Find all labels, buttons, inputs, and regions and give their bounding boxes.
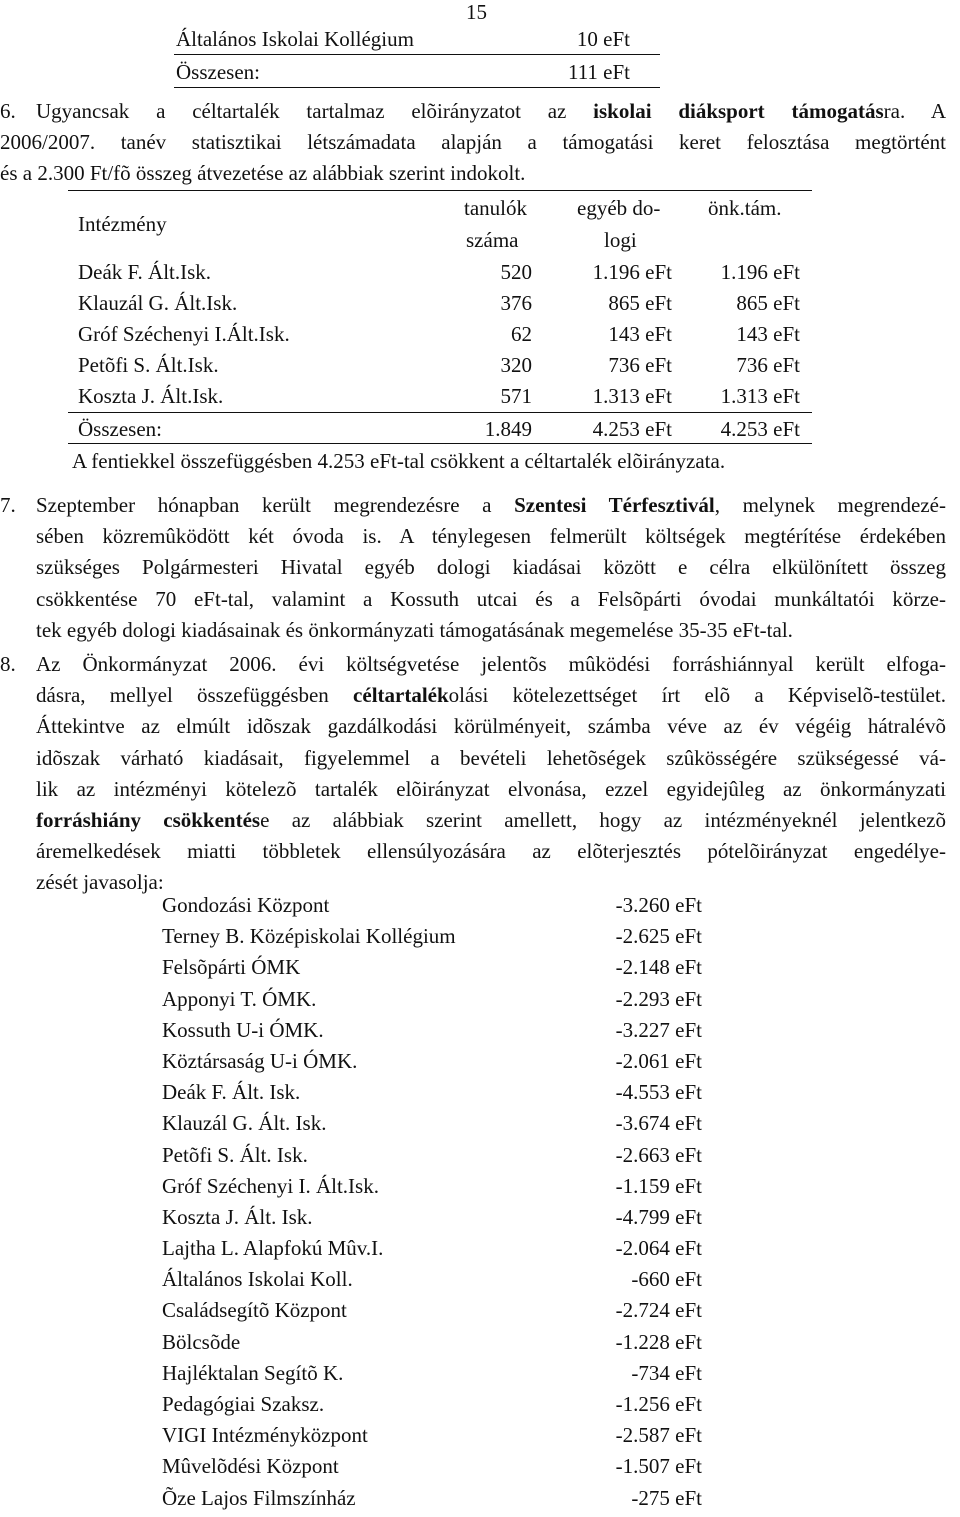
item-8-text-c: olási kötelezettséget írt elõ a Képviselõ-testület. (448, 683, 946, 708)
reduction-row (162, 1080, 722, 1111)
reduction-row-value: -660 eFt (631, 1267, 702, 1292)
top-table-value-1: 111 eFt (567, 60, 630, 84)
table1-row-1-other: 865 eFt (608, 291, 672, 315)
table1-header-tanulok-2: száma (466, 228, 519, 252)
reduction-row-value: -3.674 eFt (615, 1111, 702, 1136)
item-8-line-4: idõszak várható kiadásait, figyelemmel a bevételi lehetõségek szûkösségére szükségessé vá- (36, 745, 946, 770)
reduction-row (162, 987, 722, 1018)
reduction-row-value: -3.260 eFt (615, 893, 702, 917)
top-table-value-0: 10 eFt (576, 27, 630, 51)
item-8-line-7: áremelkedések miatti többletek ellensúlyozására az elõterjesztés pótelõirányzat engedélye- (36, 839, 946, 864)
reduction-row-name: VIGI Intézményközpont (162, 1423, 368, 1448)
table1-row-2-other: 143 eFt (608, 322, 672, 346)
reduction-row-value: -275 eFt (631, 1485, 702, 1510)
reduction-row-name: Terney B. Középiskolai Kollégium (162, 924, 456, 949)
table1-row-0-name: Deák F. Ált.Isk. (78, 260, 212, 284)
table1-note: A fentiekkel összefüggésben 4.253 eFt-tal csökkent a céltartalék elõirányzata. (72, 449, 726, 473)
item-6-line-1 (0, 96, 946, 127)
table1-row-1-students: 376 (500, 291, 532, 315)
reduction-row-value: -1.256 eFt (615, 1392, 702, 1416)
item-6-text-a: Ugyancsak a céltartalék tartalmaz elõirányzatot az (36, 99, 594, 123)
reduction-row-name: Õze Lajos Filmszínház (162, 1485, 356, 1510)
item-8-text-a: dásra, mellyel összefüggésben (36, 683, 354, 708)
item-6-bold-text: iskolai diáksport támogatás (593, 99, 884, 123)
top-table-label-0: Általános Iskolai Kollégium (176, 27, 414, 51)
reduction-row (162, 1423, 722, 1454)
reduction-row-value: -2.061 eFt (615, 1048, 702, 1073)
reduction-row-value: -3.227 eFt (615, 1017, 702, 1042)
reduction-table (162, 893, 722, 1517)
table1-header-onk: önk.tám. (708, 196, 782, 220)
reduction-row (162, 1111, 722, 1142)
reduction-row-name: Hajléktalan Segítõ K. (162, 1360, 344, 1385)
table1-bottom-rule (68, 443, 812, 444)
reduction-row-name: Gróf Széchenyi I. Ált.Isk. (162, 1173, 379, 1198)
reduction-row-name: Felsõpárti ÓMK (162, 955, 301, 980)
table1-top-rule (68, 190, 812, 191)
reduction-row (162, 1018, 722, 1049)
item-6-paragraph (0, 96, 946, 190)
item-7-line-5: tek egyéb dologi kiadásainak és önkormányzati támogatásának megemelése 35-35 eFt-tal. (36, 617, 793, 642)
item-7-text-c: , melynek megrendezé- (714, 493, 946, 517)
item-8-text-6b: e az alábbiak szerint amellett, hogy az intézményeknél jelentkezõ (260, 808, 947, 833)
item-7-text-a: Szeptember hónapban került megrendezésre a (36, 493, 515, 517)
reduction-row-name: Lajtha L. Alapfokú Mûv.I. (162, 1236, 384, 1261)
reduction-row-name: Kossuth U-i ÓMK. (162, 1017, 324, 1042)
reduction-row-name: Apponyi T. ÓMK. (162, 986, 317, 1011)
reduction-row-value: -2.625 eFt (615, 924, 702, 949)
reduction-row-value: -1.159 eFt (615, 1173, 702, 1198)
item-8-line-3: Áttekintve az elmúlt idõszak gazdálkodási körülményeit, számba véve az év végéig hátralévõ (36, 714, 946, 739)
reduction-row (162, 1174, 722, 1205)
reduction-row (162, 1236, 722, 1267)
reduction-row-value: -2.663 eFt (615, 1142, 702, 1167)
table1-total-name: Összesen: (78, 417, 162, 441)
table1-row-2-name: Gróf Széchenyi I.Ált.Isk. (78, 322, 290, 346)
top-table-rule-1 (174, 54, 660, 55)
item-7-line-4: csökkentése 70 eFt-tal, valamint a Kossuth utcai és a Felsõpárti óvodai munkáltatói körze- (36, 586, 946, 611)
item-6-line-2: 2006/2007. tanév statisztikai létszámadata alapján a támogatási keret felosztása megtörtént (0, 130, 946, 155)
reduction-row-value: -2.293 eFt (615, 986, 702, 1011)
reduction-row-value: -1.507 eFt (615, 1454, 702, 1479)
item-8-line-1: Az Önkormányzat 2006. évi költségvetése jelentõs mûködési forráshiánnyal került elfoga- (36, 652, 946, 676)
reduction-row-value: -2.064 eFt (615, 1236, 702, 1261)
table1-header-tanulok-1: tanulók (464, 196, 527, 220)
item-8-line-2 (0, 680, 946, 711)
item-8-line-8: zését javasolja: (36, 870, 164, 895)
item-8-number: 8. (0, 652, 16, 676)
table1-row-0-students: 520 (500, 260, 532, 284)
item-8-bold-text-2: forráshiány csökkentés (36, 808, 261, 833)
reduction-row-name: Deák F. Ált. Isk. (162, 1080, 301, 1105)
reduction-row-value: -4.799 eFt (615, 1204, 702, 1229)
reduction-row-name: Általános Iskolai Koll. (162, 1267, 353, 1292)
top-table-rule-2 (174, 87, 660, 88)
table1-row-4-name: Koszta J. Ált.Isk. (78, 384, 224, 408)
item-8-bold-text-1: céltartalék (353, 683, 449, 708)
reduction-row-value: -1.228 eFt (615, 1329, 702, 1354)
reduction-row-value: -2.148 eFt (615, 955, 702, 980)
table1-row-0-onk: 1.196 eFt (720, 260, 800, 284)
reduction-row-value: -2.724 eFt (615, 1298, 702, 1323)
table1-row-2-students: 62 (511, 322, 532, 346)
reduction-row (162, 1454, 722, 1485)
item-8-paragraph (0, 649, 946, 899)
item-7-bold-text: Szentesi Térfesztivál (514, 493, 715, 517)
reduction-row (162, 1298, 722, 1329)
item-7-line-3: szükséges Polgármesteri Hivatal egyéb dologi kiadásai között e célra elkülönített összeg (36, 555, 946, 580)
table1-row-3-other: 736 eFt (608, 353, 672, 377)
table1-total-students: 1.849 (484, 417, 532, 441)
table1-row-4-onk: 1.313 eFt (720, 384, 800, 408)
reduction-row (162, 1330, 722, 1361)
item-7-line-1 (0, 490, 946, 521)
table1-row-3-onk: 736 eFt (736, 353, 800, 377)
reduction-row (162, 955, 722, 986)
reduction-row-value: -4.553 eFt (615, 1080, 702, 1105)
reduction-row-name: Köztársaság U-i ÓMK. (162, 1048, 358, 1073)
reduction-row (162, 924, 722, 955)
reduction-row-name: Klauzál G. Ált. Isk. (162, 1111, 327, 1136)
item-6-text-c: ra. A (883, 99, 946, 123)
item-7-line-2: sében közremûködött két óvoda is. A ténylegesen felmerült költségek megtérítése érdekében (36, 524, 946, 549)
reduction-row-value: -734 eFt (631, 1360, 702, 1385)
reduction-row (162, 1143, 722, 1174)
top-table-label-1: Összesen: (176, 60, 260, 84)
reduction-row-value: -2.587 eFt (615, 1423, 702, 1448)
item-7-number: 7. (0, 493, 16, 517)
table1-row-2-onk: 143 eFt (736, 322, 800, 346)
table1-total-onk: 4.253 eFt (720, 417, 800, 441)
table1-row-4-students: 571 (500, 384, 532, 408)
table1-row-1-onk: 865 eFt (736, 291, 800, 315)
item-6-number: 6. (0, 99, 16, 123)
reduction-row-name: Pedagógiai Szaksz. (162, 1392, 325, 1416)
reduction-row (162, 1392, 722, 1423)
reduction-row-name: Családsegítõ Központ (162, 1298, 347, 1323)
item-8-line-5: lik az intézményi kötelezõ tartalék elõirányzat elvonása, ezzel egyidejûleg az önkormányzati (36, 776, 946, 801)
reduction-row (162, 1486, 722, 1517)
reduction-row (162, 1267, 722, 1298)
reduction-row (162, 1361, 722, 1392)
table1-header-egyeb-1: egyéb do- (577, 196, 661, 220)
reduction-row-name: Koszta J. Ált. Isk. (162, 1204, 313, 1229)
item-6-line-3: és a 2.300 Ft/fõ összeg átvezetése az alábbiak szerint indokolt. (0, 161, 526, 186)
reduction-row (162, 1205, 722, 1236)
reduction-row-name: Petõfi S. Ált. Isk. (162, 1142, 308, 1167)
reduction-row-name: Mûvelõdési Központ (162, 1454, 339, 1479)
reduction-row-name: Bölcsõde (162, 1329, 241, 1354)
reduction-row (162, 893, 722, 924)
table1-header-intezmeny: Intézmény (78, 212, 167, 236)
table1-total-rule (68, 412, 812, 413)
table1-row-4-other: 1.313 eFt (592, 384, 672, 408)
table1-total-other: 4.253 eFt (592, 417, 672, 441)
table1-header-egyeb-2: logi (604, 228, 637, 252)
table1-row-0-other: 1.196 eFt (592, 260, 672, 284)
item-8-line-6 (0, 805, 946, 836)
table1-row-3-students: 320 (500, 353, 532, 377)
table1-row-3-name: Petõfi S. Ált.Isk. (78, 353, 219, 377)
reduction-row (162, 1049, 722, 1080)
page-number: 15 (466, 0, 487, 24)
reduction-row-name: Gondozási Központ (162, 893, 330, 917)
table1-row-1-name: Klauzál G. Ált.Isk. (78, 291, 238, 315)
item-7-paragraph (0, 490, 946, 646)
